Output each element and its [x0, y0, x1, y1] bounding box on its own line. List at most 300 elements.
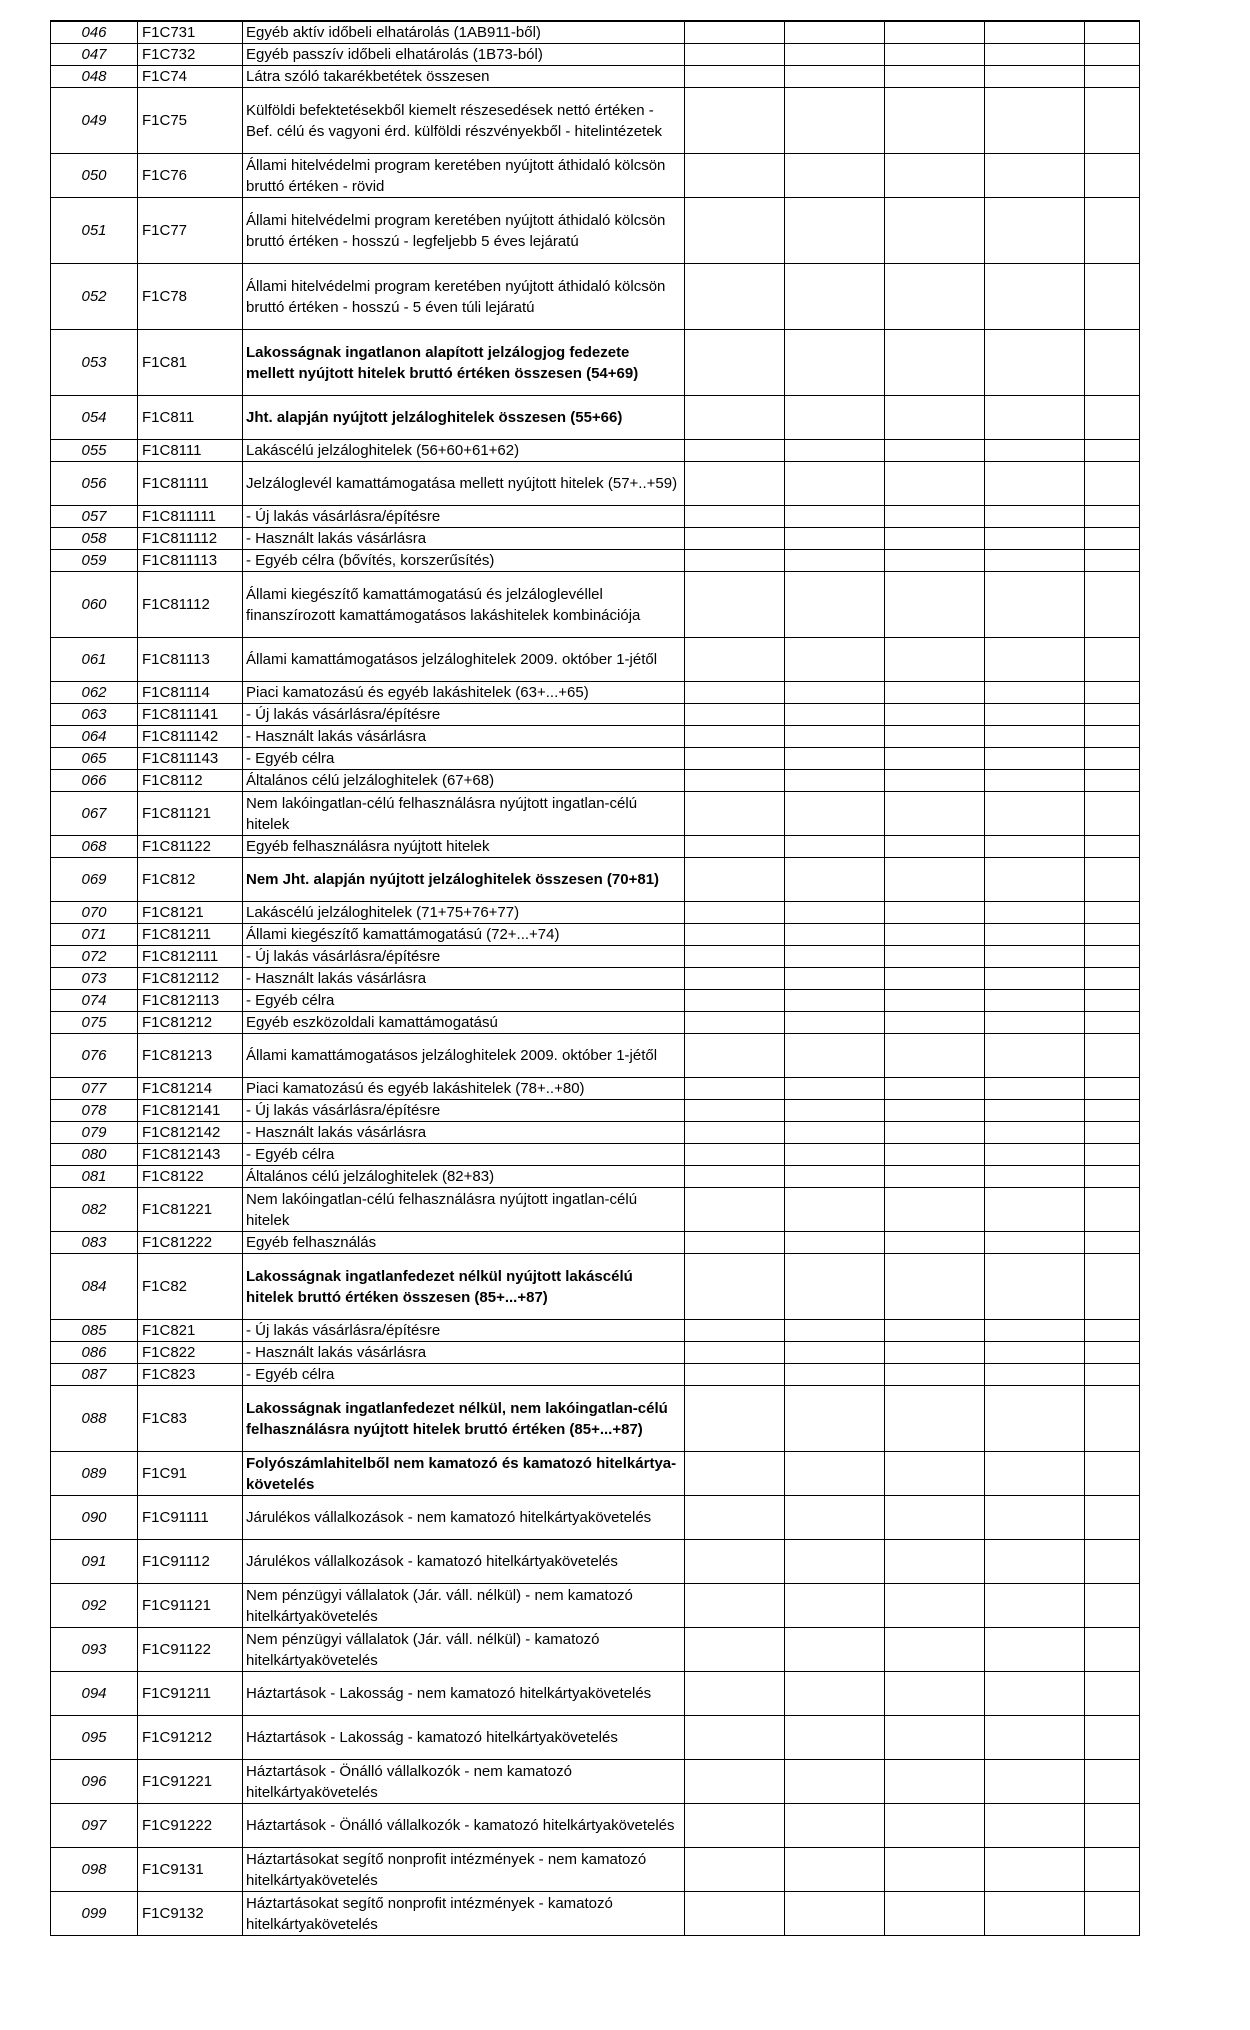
value-cell[interactable]: [1085, 66, 1140, 88]
row-description: Állami hitelvédelmi program keretében nyújtott áthidaló kölcsön bruttó értéken - hosszú - legfeljebb 5 éves lejáratú: [243, 198, 685, 264]
value-cell[interactable]: [785, 1452, 885, 1496]
value-cell[interactable]: [685, 1672, 785, 1716]
value-cell[interactable]: [985, 550, 1085, 572]
value-cell[interactable]: [685, 1848, 785, 1892]
value-cell[interactable]: [785, 1892, 885, 1936]
value-cell[interactable]: [1085, 1628, 1140, 1672]
value-cell[interactable]: [785, 946, 885, 968]
row-code: F1C812112: [138, 968, 243, 990]
value-cell[interactable]: [685, 1144, 785, 1166]
value-cell[interactable]: [785, 528, 885, 550]
value-cell[interactable]: [685, 264, 785, 330]
value-cell[interactable]: [885, 1320, 985, 1342]
value-cell[interactable]: [785, 572, 885, 638]
value-cell[interactable]: [1085, 1672, 1140, 1716]
value-cell[interactable]: [685, 154, 785, 198]
value-cell[interactable]: [885, 1100, 985, 1122]
value-cell[interactable]: [785, 924, 885, 946]
value-cell[interactable]: [885, 1804, 985, 1848]
value-cell[interactable]: [685, 836, 785, 858]
value-cell[interactable]: [885, 550, 985, 572]
value-cell[interactable]: [885, 1034, 985, 1078]
row-number: 075: [51, 1012, 138, 1034]
value-cell[interactable]: [1085, 396, 1140, 440]
value-cell[interactable]: [785, 1364, 885, 1386]
value-cell[interactable]: [785, 968, 885, 990]
value-cell[interactable]: [985, 1540, 1085, 1584]
value-cell[interactable]: [685, 528, 785, 550]
value-cell[interactable]: [985, 1342, 1085, 1364]
value-cell[interactable]: [1085, 1452, 1140, 1496]
value-cell[interactable]: [985, 968, 1085, 990]
value-cell[interactable]: [985, 1892, 1085, 1936]
value-cell[interactable]: [785, 1628, 885, 1672]
value-cell[interactable]: [1085, 792, 1140, 836]
value-cell[interactable]: [685, 792, 785, 836]
value-cell[interactable]: [985, 726, 1085, 748]
value-cell[interactable]: [685, 1496, 785, 1540]
value-cell[interactable]: [885, 528, 985, 550]
table-row: [51, 440, 1140, 462]
value-cell[interactable]: [885, 792, 985, 836]
value-cell[interactable]: [785, 990, 885, 1012]
value-cell[interactable]: [1085, 682, 1140, 704]
table-row: [51, 66, 1140, 88]
value-cell[interactable]: [785, 1254, 885, 1320]
value-cell[interactable]: [985, 44, 1085, 66]
value-cell[interactable]: [885, 1672, 985, 1716]
value-cell[interactable]: [785, 638, 885, 682]
value-cell[interactable]: [985, 572, 1085, 638]
value-cell[interactable]: [685, 1012, 785, 1034]
value-cell[interactable]: [685, 198, 785, 264]
value-cell[interactable]: [785, 1848, 885, 1892]
row-code: F1C8121: [138, 902, 243, 924]
value-cell[interactable]: [885, 1452, 985, 1496]
value-cell[interactable]: [1085, 550, 1140, 572]
value-cell[interactable]: [885, 1232, 985, 1254]
value-cell[interactable]: [685, 946, 785, 968]
value-cell[interactable]: [885, 440, 985, 462]
value-cell[interactable]: [1085, 462, 1140, 506]
value-cell[interactable]: [985, 1078, 1085, 1100]
value-cell[interactable]: [985, 748, 1085, 770]
value-cell[interactable]: [885, 902, 985, 924]
value-cell[interactable]: [885, 572, 985, 638]
value-cell[interactable]: [1085, 572, 1140, 638]
row-code: F1C91122: [138, 1628, 243, 1672]
value-cell[interactable]: [685, 1100, 785, 1122]
value-cell[interactable]: [685, 1320, 785, 1342]
value-cell[interactable]: [1085, 1716, 1140, 1760]
value-cell[interactable]: [1085, 1254, 1140, 1320]
row-number: 081: [51, 1166, 138, 1188]
value-cell[interactable]: [785, 1034, 885, 1078]
value-cell[interactable]: [985, 902, 1085, 924]
value-cell[interactable]: [1085, 1386, 1140, 1452]
value-cell[interactable]: [785, 1100, 885, 1122]
value-cell[interactable]: [985, 924, 1085, 946]
value-cell[interactable]: [985, 462, 1085, 506]
value-cell[interactable]: [1085, 1342, 1140, 1364]
value-cell[interactable]: [685, 1760, 785, 1804]
value-cell[interactable]: [885, 924, 985, 946]
value-cell[interactable]: [885, 1584, 985, 1628]
value-cell[interactable]: [885, 506, 985, 528]
value-cell[interactable]: [1085, 1804, 1140, 1848]
value-cell[interactable]: [685, 638, 785, 682]
value-cell[interactable]: [985, 1254, 1085, 1320]
value-cell[interactable]: [985, 792, 1085, 836]
value-cell[interactable]: [1085, 1012, 1140, 1034]
value-cell[interactable]: [885, 44, 985, 66]
value-cell[interactable]: [885, 1188, 985, 1232]
value-cell[interactable]: [1085, 154, 1140, 198]
value-cell[interactable]: [685, 572, 785, 638]
value-cell[interactable]: [885, 726, 985, 748]
row-number: 069: [51, 858, 138, 902]
value-cell[interactable]: [685, 726, 785, 748]
value-cell[interactable]: [685, 1232, 785, 1254]
value-cell[interactable]: [885, 1628, 985, 1672]
value-cell[interactable]: [885, 21, 985, 44]
value-cell[interactable]: [985, 1188, 1085, 1232]
value-cell[interactable]: [885, 1364, 985, 1386]
value-cell[interactable]: [885, 946, 985, 968]
value-cell[interactable]: [885, 1716, 985, 1760]
value-cell[interactable]: [1085, 1122, 1140, 1144]
value-cell[interactable]: [885, 1496, 985, 1540]
value-cell[interactable]: [685, 924, 785, 946]
table-row: [51, 1628, 1140, 1672]
value-cell[interactable]: [785, 726, 885, 748]
value-cell[interactable]: [1085, 1320, 1140, 1342]
value-cell[interactable]: [1085, 638, 1140, 682]
value-cell[interactable]: [685, 21, 785, 44]
value-cell[interactable]: [1085, 1364, 1140, 1386]
value-cell[interactable]: [785, 66, 885, 88]
value-cell[interactable]: [685, 88, 785, 154]
value-cell[interactable]: [685, 1078, 785, 1100]
value-cell[interactable]: [685, 1628, 785, 1672]
value-cell[interactable]: [685, 1892, 785, 1936]
row-code: F1C81122: [138, 836, 243, 858]
value-cell[interactable]: [1085, 1144, 1140, 1166]
value-cell[interactable]: [785, 1386, 885, 1452]
table-row: [51, 506, 1140, 528]
value-cell[interactable]: [685, 704, 785, 726]
value-cell[interactable]: [785, 462, 885, 506]
value-cell[interactable]: [685, 858, 785, 902]
row-number: 053: [51, 330, 138, 396]
value-cell[interactable]: [985, 1628, 1085, 1672]
value-cell[interactable]: [685, 396, 785, 440]
table-row: [51, 1166, 1140, 1188]
value-cell[interactable]: [1085, 21, 1140, 44]
value-cell[interactable]: [985, 1034, 1085, 1078]
value-cell[interactable]: [785, 330, 885, 396]
value-cell[interactable]: [785, 902, 885, 924]
table-row: [51, 1540, 1140, 1584]
value-cell[interactable]: [885, 968, 985, 990]
value-cell[interactable]: [985, 946, 1085, 968]
value-cell[interactable]: [885, 704, 985, 726]
value-cell[interactable]: [685, 770, 785, 792]
value-cell[interactable]: [1085, 990, 1140, 1012]
value-cell[interactable]: [985, 1848, 1085, 1892]
table-row: [51, 1122, 1140, 1144]
value-cell[interactable]: [785, 748, 885, 770]
value-cell[interactable]: [885, 770, 985, 792]
value-cell[interactable]: [785, 1540, 885, 1584]
row-number: 076: [51, 1034, 138, 1078]
value-cell[interactable]: [685, 440, 785, 462]
value-cell[interactable]: [785, 858, 885, 902]
row-number: 085: [51, 1320, 138, 1342]
value-cell[interactable]: [885, 264, 985, 330]
value-cell[interactable]: [785, 704, 885, 726]
value-cell[interactable]: [685, 1584, 785, 1628]
value-cell[interactable]: [1085, 1540, 1140, 1584]
value-cell[interactable]: [785, 1804, 885, 1848]
value-cell[interactable]: [985, 440, 1085, 462]
value-cell[interactable]: [785, 1012, 885, 1034]
value-cell[interactable]: [785, 1188, 885, 1232]
value-cell[interactable]: [1085, 198, 1140, 264]
value-cell[interactable]: [985, 858, 1085, 902]
value-cell[interactable]: [1085, 44, 1140, 66]
value-cell[interactable]: [685, 550, 785, 572]
value-cell[interactable]: [785, 88, 885, 154]
value-cell[interactable]: [985, 1716, 1085, 1760]
value-cell[interactable]: [885, 858, 985, 902]
value-cell[interactable]: [885, 154, 985, 198]
value-cell[interactable]: [985, 330, 1085, 396]
value-cell[interactable]: [785, 1496, 885, 1540]
value-cell[interactable]: [985, 1012, 1085, 1034]
value-cell[interactable]: [1085, 770, 1140, 792]
value-cell[interactable]: [1085, 748, 1140, 770]
value-cell[interactable]: [885, 462, 985, 506]
value-cell[interactable]: [985, 1144, 1085, 1166]
value-cell[interactable]: [785, 1672, 885, 1716]
value-cell[interactable]: [885, 682, 985, 704]
value-cell[interactable]: [885, 396, 985, 440]
value-cell[interactable]: [985, 66, 1085, 88]
value-cell[interactable]: [685, 1364, 785, 1386]
value-cell[interactable]: [785, 440, 885, 462]
value-cell[interactable]: [1085, 528, 1140, 550]
value-cell[interactable]: [1085, 924, 1140, 946]
value-cell[interactable]: [685, 968, 785, 990]
value-cell[interactable]: [885, 836, 985, 858]
value-cell[interactable]: [685, 1342, 785, 1364]
value-cell[interactable]: [985, 1320, 1085, 1342]
value-cell[interactable]: [785, 550, 885, 572]
value-cell[interactable]: [985, 88, 1085, 154]
value-cell[interactable]: [785, 44, 885, 66]
value-cell[interactable]: [685, 1386, 785, 1452]
value-cell[interactable]: [785, 396, 885, 440]
value-cell[interactable]: [885, 990, 985, 1012]
value-cell[interactable]: [785, 770, 885, 792]
value-cell[interactable]: [785, 1760, 885, 1804]
value-cell[interactable]: [685, 1254, 785, 1320]
row-code: F1C731: [138, 21, 243, 44]
value-cell[interactable]: [985, 1760, 1085, 1804]
value-cell[interactable]: [785, 682, 885, 704]
value-cell[interactable]: [785, 1232, 885, 1254]
value-cell[interactable]: [1085, 1078, 1140, 1100]
value-cell[interactable]: [885, 1540, 985, 1584]
value-cell[interactable]: [1085, 1760, 1140, 1804]
value-cell[interactable]: [885, 638, 985, 682]
table-row: [51, 1188, 1140, 1232]
value-cell[interactable]: [885, 1386, 985, 1452]
value-cell[interactable]: [1085, 1034, 1140, 1078]
value-cell[interactable]: [985, 704, 1085, 726]
value-cell[interactable]: [885, 1848, 985, 1892]
value-cell[interactable]: [1085, 858, 1140, 902]
value-cell[interactable]: [785, 21, 885, 44]
value-cell[interactable]: [685, 66, 785, 88]
value-cell[interactable]: [885, 1166, 985, 1188]
value-cell[interactable]: [885, 1144, 985, 1166]
value-cell[interactable]: [985, 1122, 1085, 1144]
value-cell[interactable]: [985, 528, 1085, 550]
value-cell[interactable]: [785, 1078, 885, 1100]
value-cell[interactable]: [985, 1672, 1085, 1716]
value-cell[interactable]: [985, 1100, 1085, 1122]
value-cell[interactable]: [885, 198, 985, 264]
value-cell[interactable]: [985, 1584, 1085, 1628]
value-cell[interactable]: [885, 1254, 985, 1320]
value-cell[interactable]: [885, 748, 985, 770]
value-cell[interactable]: [685, 1452, 785, 1496]
value-cell[interactable]: [1085, 1496, 1140, 1540]
value-cell[interactable]: [1085, 264, 1140, 330]
value-cell[interactable]: [985, 506, 1085, 528]
value-cell[interactable]: [685, 44, 785, 66]
value-cell[interactable]: [785, 1122, 885, 1144]
table-row: [51, 1386, 1140, 1452]
value-cell[interactable]: [985, 638, 1085, 682]
value-cell[interactable]: [885, 1012, 985, 1034]
row-code: F1C91222: [138, 1804, 243, 1848]
value-cell[interactable]: [685, 990, 785, 1012]
value-cell[interactable]: [885, 1892, 985, 1936]
value-cell[interactable]: [1085, 726, 1140, 748]
value-cell[interactable]: [885, 66, 985, 88]
value-cell[interactable]: [685, 1804, 785, 1848]
value-cell[interactable]: [985, 154, 1085, 198]
value-cell[interactable]: [785, 836, 885, 858]
value-cell[interactable]: [885, 88, 985, 154]
value-cell[interactable]: [1085, 1188, 1140, 1232]
value-cell[interactable]: [785, 1320, 885, 1342]
value-cell[interactable]: [785, 1716, 885, 1760]
value-cell[interactable]: [785, 1166, 885, 1188]
value-cell[interactable]: [985, 396, 1085, 440]
value-cell[interactable]: [985, 1496, 1085, 1540]
row-description: Jelzáloglevél kamattámogatása mellett nyújtott hitelek (57+..+59): [243, 462, 685, 506]
value-cell[interactable]: [1085, 968, 1140, 990]
row-number: 055: [51, 440, 138, 462]
value-cell[interactable]: [985, 770, 1085, 792]
value-cell[interactable]: [1085, 836, 1140, 858]
row-description: Lakáscélú jelzáloghitelek (71+75+76+77): [243, 902, 685, 924]
value-cell[interactable]: [685, 1122, 785, 1144]
value-cell[interactable]: [885, 1760, 985, 1804]
value-cell[interactable]: [1085, 440, 1140, 462]
value-cell[interactable]: [1085, 704, 1140, 726]
value-cell[interactable]: [1085, 1848, 1140, 1892]
value-cell[interactable]: [1085, 902, 1140, 924]
value-cell[interactable]: [985, 1804, 1085, 1848]
value-cell[interactable]: [1085, 1892, 1140, 1936]
value-cell[interactable]: [985, 264, 1085, 330]
value-cell[interactable]: [785, 792, 885, 836]
value-cell[interactable]: [985, 990, 1085, 1012]
value-cell[interactable]: [1085, 1166, 1140, 1188]
value-cell[interactable]: [685, 748, 785, 770]
value-cell[interactable]: [685, 1188, 785, 1232]
value-cell[interactable]: [1085, 88, 1140, 154]
table-row: [51, 1144, 1140, 1166]
value-cell[interactable]: [785, 506, 885, 528]
value-cell[interactable]: [1085, 1232, 1140, 1254]
value-cell[interactable]: [785, 1342, 885, 1364]
value-cell[interactable]: [685, 462, 785, 506]
value-cell[interactable]: [785, 1584, 885, 1628]
value-cell[interactable]: [885, 1342, 985, 1364]
value-cell[interactable]: [685, 902, 785, 924]
value-cell[interactable]: [885, 330, 985, 396]
value-cell[interactable]: [985, 1364, 1085, 1386]
value-cell[interactable]: [985, 1452, 1085, 1496]
value-cell[interactable]: [1085, 1100, 1140, 1122]
row-description: - Használt lakás vásárlásra: [243, 726, 685, 748]
value-cell[interactable]: [985, 1232, 1085, 1254]
value-cell[interactable]: [985, 682, 1085, 704]
value-cell[interactable]: [985, 21, 1085, 44]
value-cell[interactable]: [685, 506, 785, 528]
row-number: 088: [51, 1386, 138, 1452]
value-cell[interactable]: [985, 836, 1085, 858]
value-cell[interactable]: [685, 1166, 785, 1188]
value-cell[interactable]: [685, 682, 785, 704]
row-code: F1C91212: [138, 1716, 243, 1760]
value-cell[interactable]: [785, 154, 885, 198]
value-cell[interactable]: [1085, 506, 1140, 528]
value-cell[interactable]: [885, 1122, 985, 1144]
value-cell[interactable]: [985, 1166, 1085, 1188]
value-cell[interactable]: [785, 198, 885, 264]
row-number: 059: [51, 550, 138, 572]
value-cell[interactable]: [785, 264, 885, 330]
value-cell[interactable]: [1085, 1584, 1140, 1628]
value-cell[interactable]: [1085, 946, 1140, 968]
value-cell[interactable]: [785, 1144, 885, 1166]
value-cell[interactable]: [685, 1716, 785, 1760]
value-cell[interactable]: [1085, 330, 1140, 396]
value-cell[interactable]: [685, 1540, 785, 1584]
value-cell[interactable]: [685, 1034, 785, 1078]
value-cell[interactable]: [985, 198, 1085, 264]
value-cell[interactable]: [985, 1386, 1085, 1452]
value-cell[interactable]: [885, 1078, 985, 1100]
value-cell[interactable]: [685, 330, 785, 396]
